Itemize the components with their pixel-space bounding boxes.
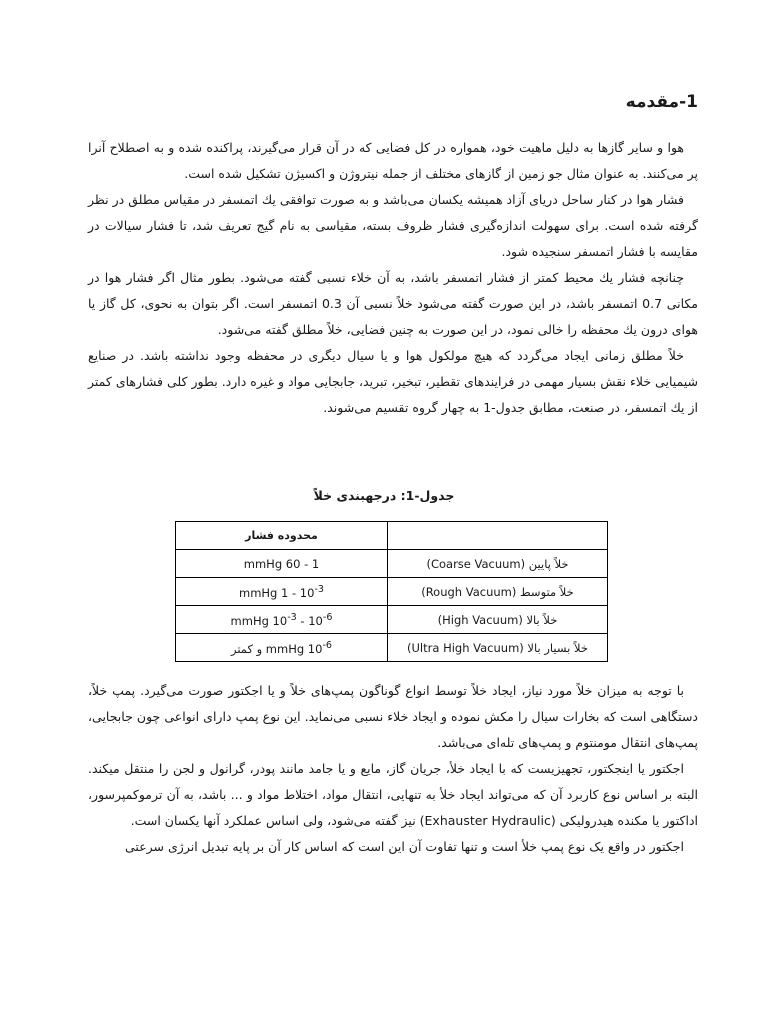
exponent: -3	[287, 611, 297, 623]
range-text: - 10	[296, 613, 323, 628]
exponent: -6	[322, 639, 333, 651]
paragraph: چنانچه فشار یك محیط كمتر از فشار اتمسفر باشد، به آن خلاء نسبی گفته می‌شود. بطور مثال اگر فشار هوا در مكانی 0.7 اتمسفر باشد، در این صورت گفته می‌شود خلاً نسبی آن 0.3 اتمسفر است. اگر بتوان به نحوی، كل گاز یا هوای درون یك محفظه را خالی نمود، در این صورت به چنین فضایی، خلاً مطلق گفته می‌شود.	[88, 270, 699, 337]
range-text: mmHg 10	[230, 613, 288, 628]
paragraph: هوا و سایر گازها به دلیل ماهیت خود، همواره در کل فضایی که در آن قرار می‌گیرند، پراکنده شده و به اصطلاح آنرا پر می‌کنند. به عنوان مثال جو زمین از گازهای مختلف از جمله نیتروژن و اکسیژن تشکیل شده است.	[88, 140, 698, 181]
pressure-range-cell	[176, 606, 388, 634]
body-text-block	[88, 678, 698, 860]
table-caption: جدول-1: درجهبندی خلاً	[313, 488, 455, 503]
table-row	[176, 550, 608, 578]
table-row	[176, 634, 608, 662]
paragraph: فشار هوا در کنار ساحل دریای آزاد همیشه یکسان می‌باشد و به صورت توافقی یك اتمسفر در مقیاس مطلق در نظر گرفته شده است. برای سهولت اندازه‌گیری فشار ظروف بسته، مقیاسی به نام گیج تعریف شد، تا فشار سیالات در مقایسه با فشار اتمسفر سنجیده شود.	[88, 192, 698, 259]
range-text: mmHg 1 - 10	[239, 585, 315, 600]
pressure-range-cell	[176, 634, 388, 662]
pressure-range-cell	[176, 550, 388, 578]
header-label-cell	[388, 522, 608, 550]
table-row	[176, 606, 608, 634]
paragraph: خلاً مطلق زمانی ایجاد می‌گردد كه هیچ مولكول هوا و یا سیال دیگری در محفظه وجود نداشته باشد. در صنایع شیمیایی خلاء نقش بسیار مهمی در فرایندهای تقطیر، تبخیر، تبرید، جابجایی مواد و غیره دارد. بطور كلی فشارهای كمتر از یك اتمسفر، در صنعت، مطابق جدول-1 به چهار گروه تقسیم می‌شوند.	[88, 348, 698, 415]
range-suffix: و كمتر	[230, 641, 266, 656]
vacuum-label-cell: خلاً بالا (High Vacuum)	[388, 606, 608, 634]
pressure-range-cell	[176, 578, 388, 606]
header-range-cell: محدوده فشار	[176, 522, 388, 550]
exponent: -6	[322, 611, 333, 623]
table-row	[176, 578, 608, 606]
table-header-row	[176, 522, 608, 550]
range-text: mmHg 60 - 1	[243, 556, 320, 571]
paragraph: اجکتور در واقع یک نوع پمپ خلأ است و تنها تفاوت آن این است که اساس کار آن بر پایه تبدیل انرژی سرعتی	[125, 839, 684, 854]
vacuum-classification-table	[175, 521, 608, 662]
intro-text-block	[88, 135, 698, 421]
range-text: mmHg 10	[265, 641, 323, 656]
paragraph: با توجه به میزان خلاً مورد نیاز، ایجاد خلاً توسط انواع گوناگون پمپ‌های خلاً و یا اجكتور صورت می‌گیرد. پمپ خلاً، دستگاهی است كه بخارات سیال را مكش نموده و ایجاد خلاء نسبی می‌نماید. این نوع پمپ دارای انواعی چون جابجایی، پمپ‌های انتقال مومنتوم و پمپ‌های تله‌ای می‌باشد.	[88, 683, 698, 750]
vacuum-label-cell: خلاً بسیار بالا (Ultra High Vacuum)	[388, 634, 608, 662]
paragraph: اجکتور یا اینجکتور، تجهیزیست که با ایجاد خلأ، جریان گاز، مایع و یا جامد مانند پودر، گرانول و لجن را منتقل میکند. البته بر اساس نوع کاربرد آن که می‌تواند ایجاد خلأ به تنهایی، انتقال مواد، اختلاط مواد و ... باشد، به آن ترموکمپرسور، اداکتور یا مکنده هیدرولیکی (Exhauster Hydraulic) نیز گفته می‌شود، ولی اساس عملکرد آنها یکسان است.	[88, 761, 698, 828]
vacuum-label-cell: خلاً پایین (Coarse Vacuum)	[388, 550, 608, 578]
section-heading: 1-مقدمه	[625, 92, 698, 112]
exponent: -3	[314, 583, 324, 595]
vacuum-label-cell: خلاً متوسط (Rough Vacuum)	[388, 578, 608, 606]
